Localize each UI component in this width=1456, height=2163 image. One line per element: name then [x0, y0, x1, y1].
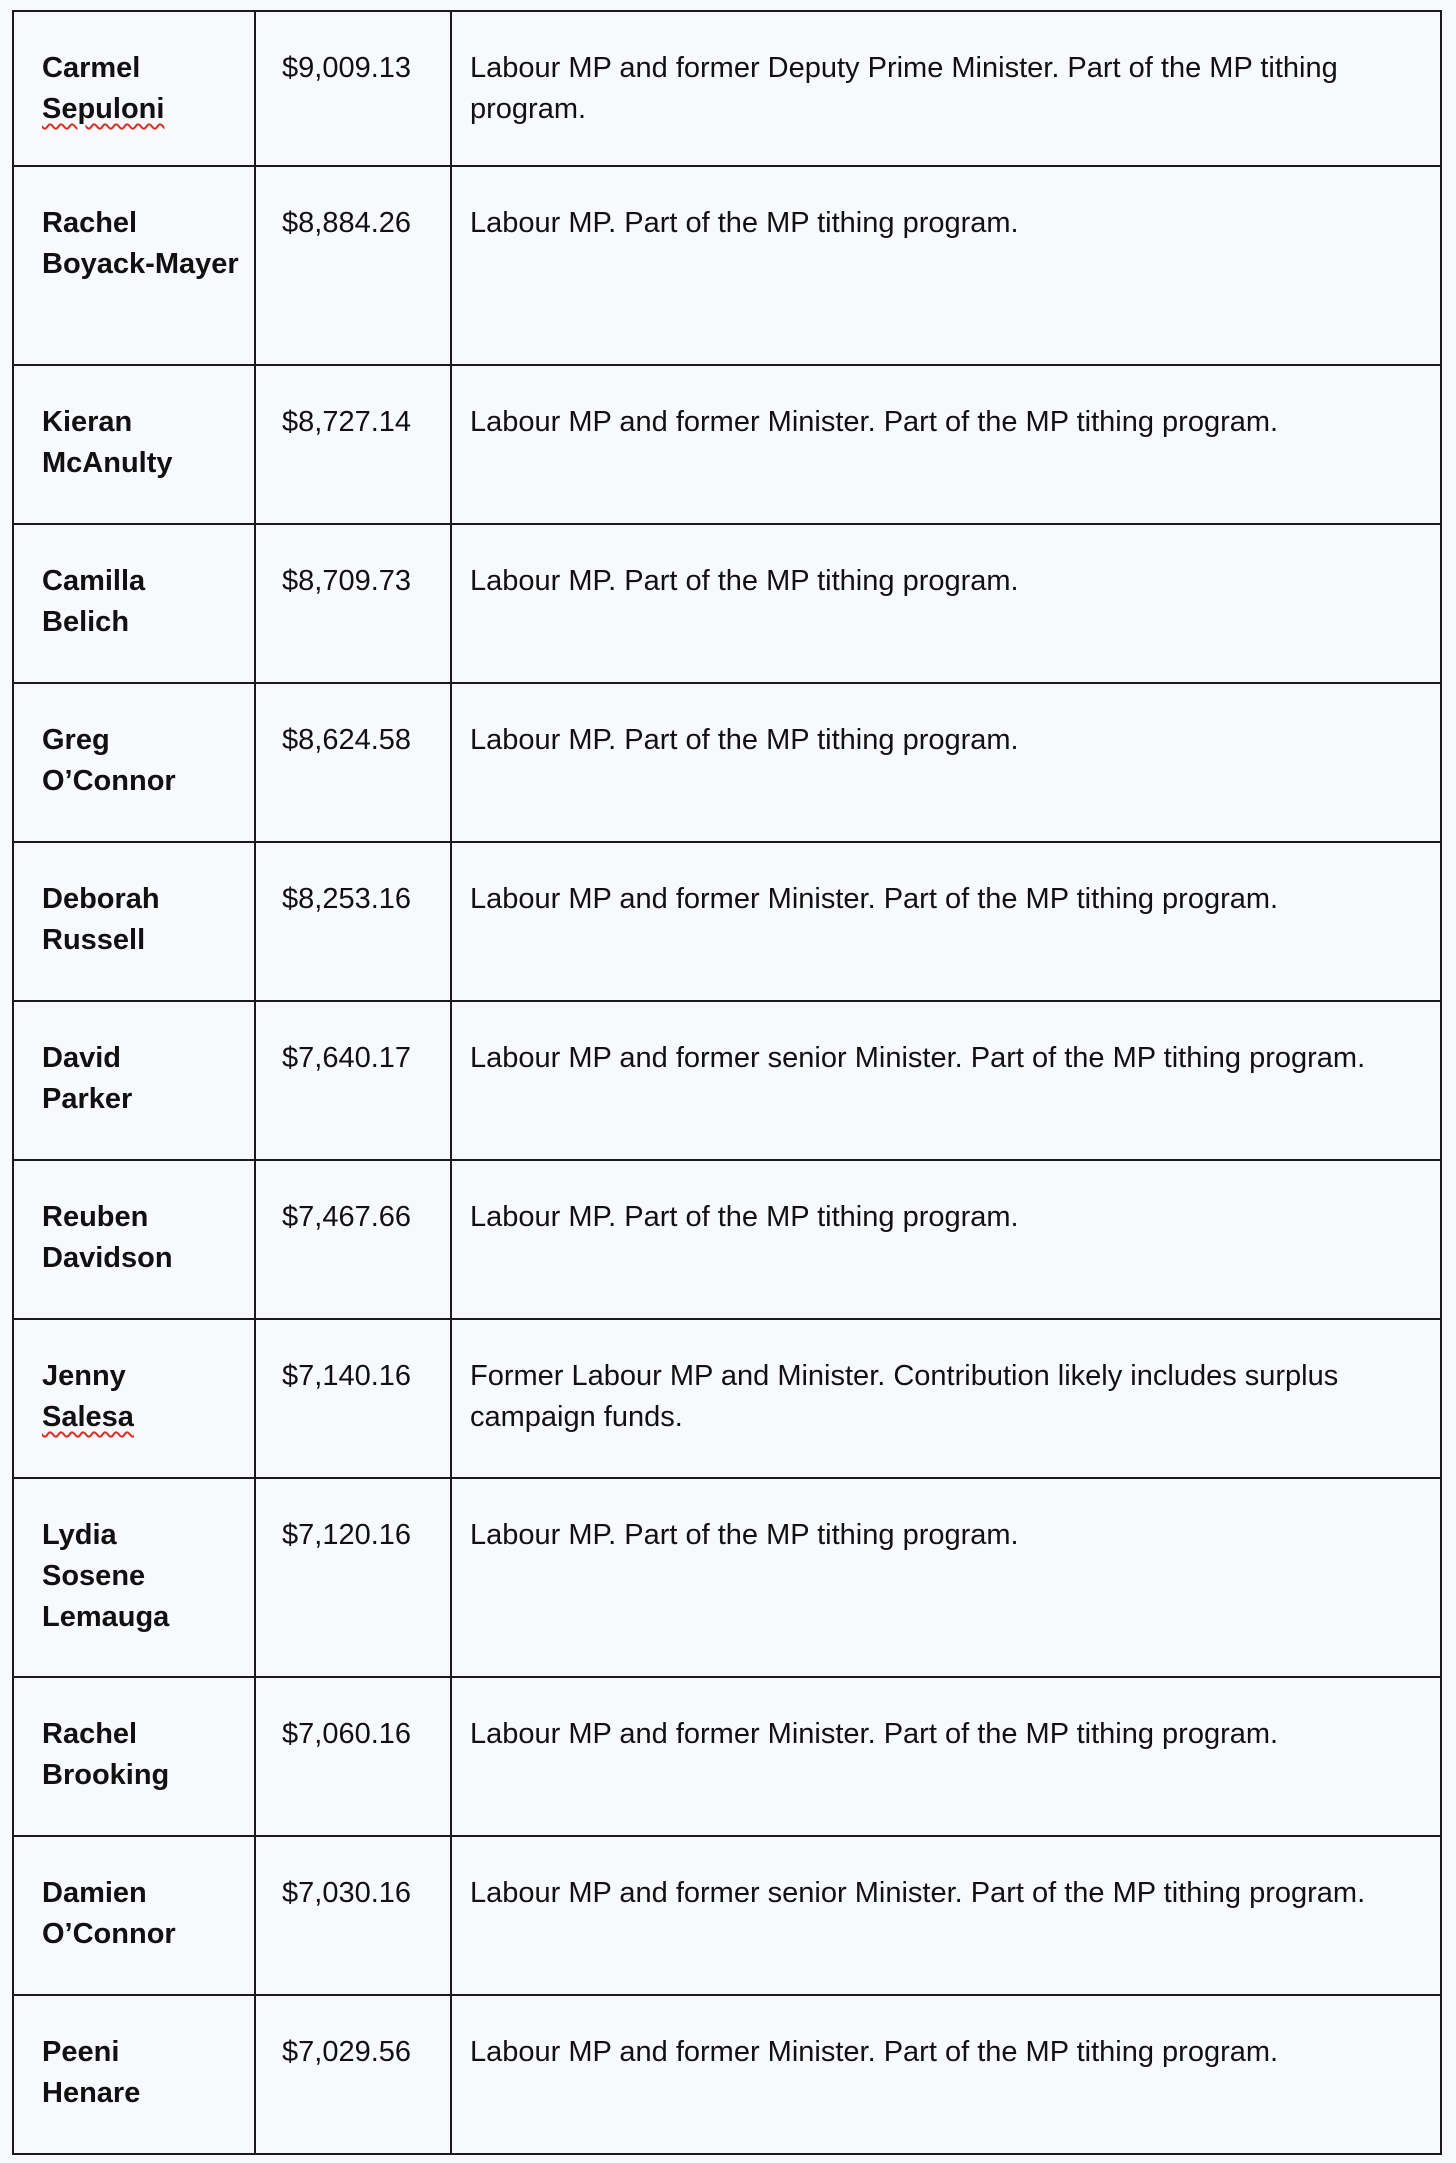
table-row [13, 166, 1441, 365]
donor-note: Labour MP. Part of the MP tithing program. [451, 1478, 1441, 1677]
donation-amount: $7,640.17 [255, 1001, 451, 1160]
donor-last-name: O’Connor [42, 765, 176, 797]
donor-name-cell [13, 1836, 255, 1995]
donor-note: Former Labour MP and Minister. Contribution likely includes surplus campaign funds. [451, 1319, 1441, 1478]
donor-note: Labour MP and former senior Minister. Part of the MP tithing program. [451, 1836, 1441, 1995]
donor-first-name: Damien [42, 1877, 147, 1909]
donation-amount: $7,029.56 [255, 1995, 451, 2154]
donation-amount: $7,120.16 [255, 1478, 451, 1677]
donation-amount: $7,140.16 [255, 1319, 451, 1478]
donor-last-name: Henare [42, 2077, 141, 2109]
donor-last-name: McAnulty [42, 447, 173, 479]
donation-amount: $9,009.13 [255, 11, 451, 166]
donations-table [12, 10, 1442, 2155]
donor-first-name: Rachel [42, 1718, 138, 1750]
donor-name-cell [13, 1001, 255, 1160]
donor-first-name: Peeni [42, 2036, 120, 2068]
table-row [13, 365, 1441, 524]
donation-amount: $8,727.14 [255, 365, 451, 524]
donor-first-name: Carmel [42, 52, 141, 84]
donor-last-name: Brooking [42, 1759, 170, 1791]
donor-name-cell [13, 1677, 255, 1836]
donor-note: Labour MP. Part of the MP tithing program. [451, 524, 1441, 683]
donor-last-name: Belich [42, 606, 130, 638]
donation-amount: $7,030.16 [255, 1836, 451, 1995]
table-body [13, 11, 1441, 2154]
donor-first-name: Lydia [42, 1519, 117, 1551]
table-row [13, 11, 1441, 166]
donation-amount: $8,884.26 [255, 166, 451, 365]
donor-name-cell [13, 365, 255, 524]
donor-note: Labour MP. Part of the MP tithing program. [451, 683, 1441, 842]
donor-name-cell [13, 524, 255, 683]
donor-note: Labour MP. Part of the MP tithing program. [451, 166, 1441, 365]
donor-note: Labour MP and former Minister. Part of the MP tithing program. [451, 365, 1441, 524]
donation-amount: $7,467.66 [255, 1160, 451, 1319]
table-row [13, 1319, 1441, 1478]
table-row [13, 1160, 1441, 1319]
donor-last-name: Salesa [42, 1401, 134, 1433]
donor-first-name: Reuben [42, 1201, 149, 1233]
donor-note: Labour MP and former Minister. Part of the MP tithing program. [451, 1677, 1441, 1836]
donor-note: Labour MP and former Deputy Prime Minister. Part of the MP tithing program. [451, 11, 1441, 166]
donor-first-name: Kieran [42, 406, 133, 438]
table-row [13, 1677, 1441, 1836]
donor-name-cell [13, 1160, 255, 1319]
donor-name-cell [13, 842, 255, 1001]
donor-last-name: Boyack-Mayer [42, 248, 239, 280]
donor-last-name: Sosene Lemauga [42, 1560, 170, 1633]
donor-first-name: Deborah [42, 883, 160, 915]
donor-first-name: David [42, 1042, 121, 1074]
donor-last-name: Russell [42, 924, 146, 956]
donor-first-name: Jenny [42, 1360, 126, 1392]
table-row [13, 1995, 1441, 2154]
donor-name-cell [13, 166, 255, 365]
donation-amount: $8,253.16 [255, 842, 451, 1001]
donor-first-name: Camilla [42, 565, 146, 597]
donor-name-cell [13, 683, 255, 842]
donation-amount: $8,624.58 [255, 683, 451, 842]
donor-first-name: Greg [42, 724, 110, 756]
donor-name-cell [13, 1478, 255, 1677]
donor-note: Labour MP and former senior Minister. Part of the MP tithing program. [451, 1001, 1441, 1160]
donor-name-cell [13, 1319, 255, 1478]
table-row [13, 842, 1441, 1001]
donation-amount: $8,709.73 [255, 524, 451, 683]
donor-first-name: Rachel [42, 207, 138, 239]
table-row [13, 1478, 1441, 1677]
donor-last-name: O’Connor [42, 1918, 176, 1950]
donor-last-name: Parker [42, 1083, 133, 1115]
donor-note: Labour MP and former Minister. Part of the MP tithing program. [451, 1995, 1441, 2154]
donor-name-cell [13, 11, 255, 166]
donor-last-name: Davidson [42, 1242, 173, 1274]
table-row [13, 1836, 1441, 1995]
donor-note: Labour MP. Part of the MP tithing program. [451, 1160, 1441, 1319]
donor-name-cell [13, 1995, 255, 2154]
table-row [13, 1001, 1441, 1160]
donation-amount: $7,060.16 [255, 1677, 451, 1836]
table-row [13, 683, 1441, 842]
donor-note: Labour MP and former Minister. Part of the MP tithing program. [451, 842, 1441, 1001]
donor-last-name: Sepuloni [42, 93, 165, 125]
table-row [13, 524, 1441, 683]
